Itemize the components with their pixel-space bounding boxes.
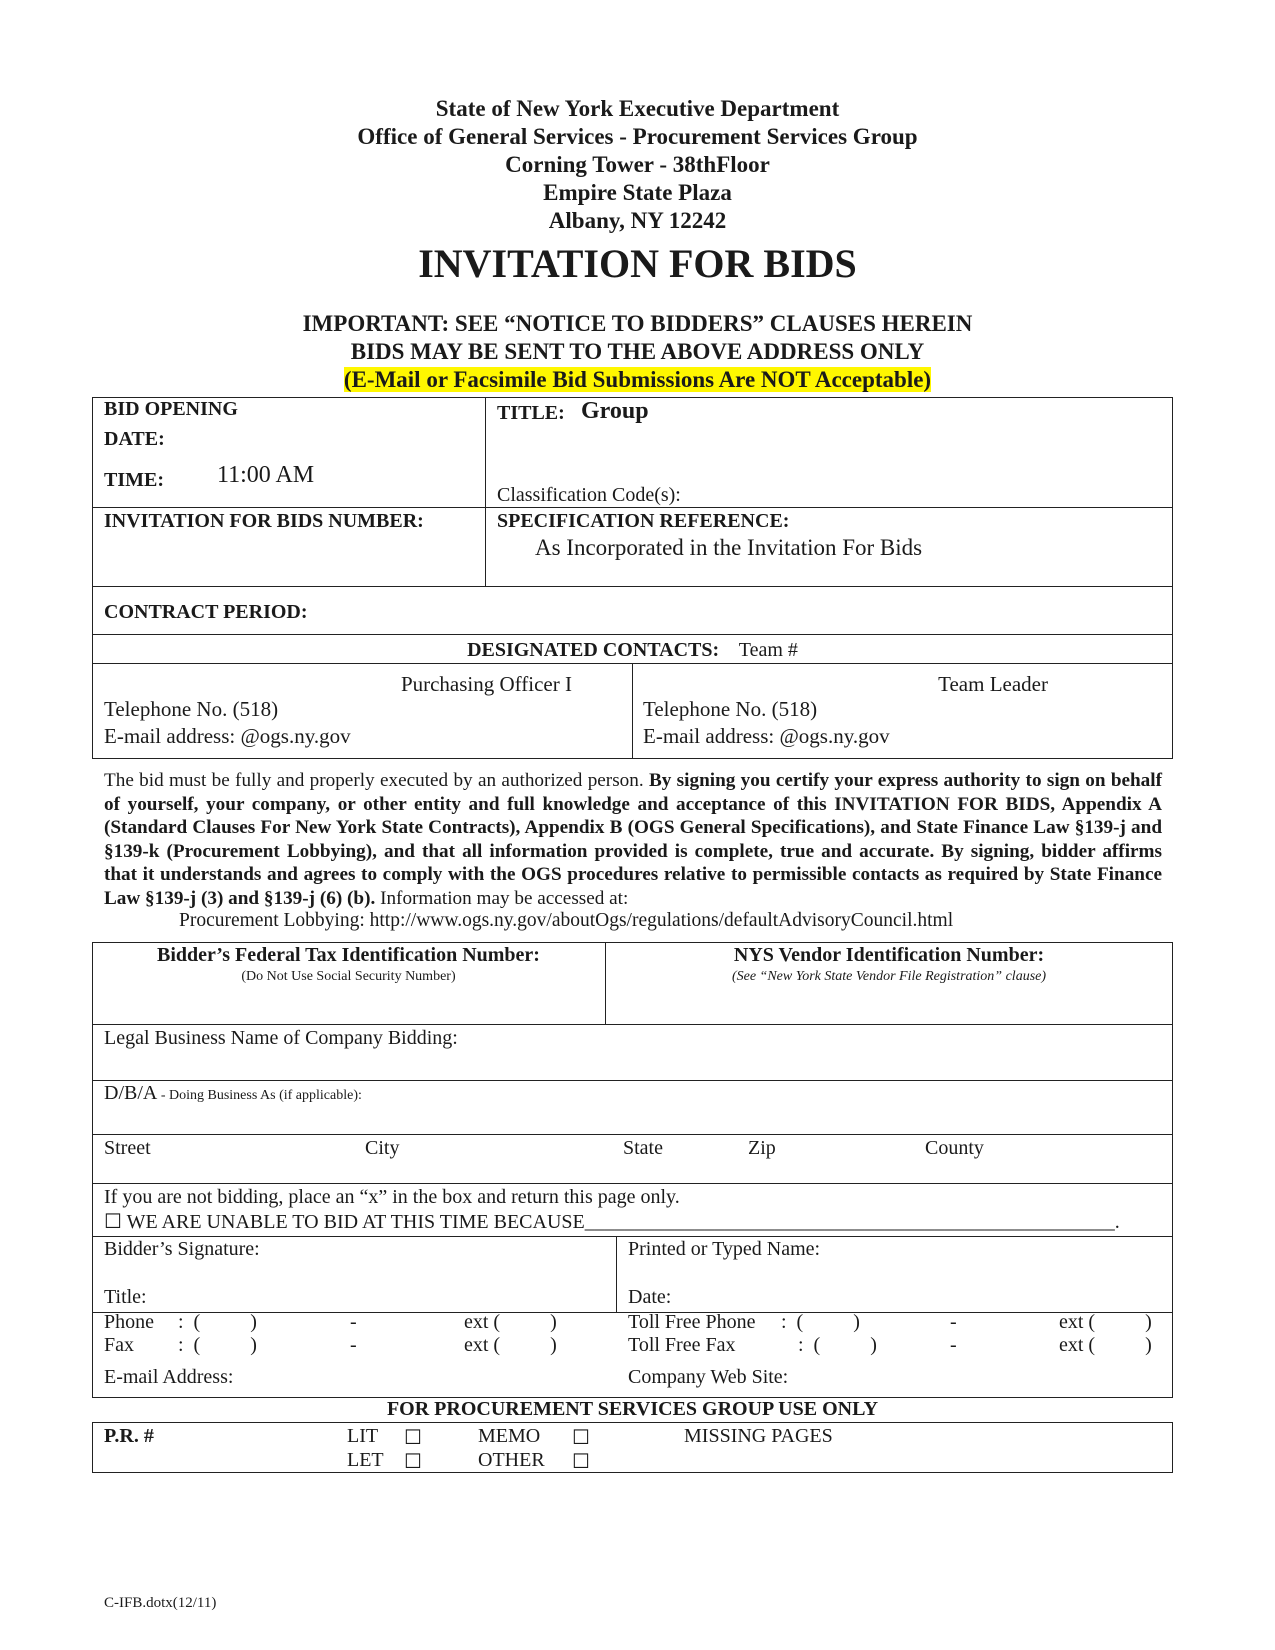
toll-phone-ext: ext ( ) [1059,1311,1152,1333]
ifb-number-label: INVITATION FOR BIDS NUMBER: [104,510,424,532]
memo-label: MEMO [478,1425,541,1447]
no-email-notice-wrap [0,367,1275,393]
printed-name-label: Printed or Typed Name: [628,1238,821,1260]
team-number-label: Team # [738,639,798,661]
agency-line-2: Office of General Services - Procurement Services Group [357,124,918,149]
fax-area: : ( ) [178,1334,257,1356]
left-email: E-mail address: @ogs.ny.gov [104,724,351,748]
designated-contacts-label: DESIGNATED CONTACTS: [467,639,720,661]
spec-ref-label: SPECIFICATION REFERENCE: [497,510,790,532]
phone-label: Phone [104,1311,154,1333]
vendor-id-label: NYS Vendor Identification Number: [733,944,1045,966]
toll-fax-dash: - [950,1334,957,1356]
form-id-footer: C-IFB.dotx(12/11) [104,1595,217,1611]
divider [92,1236,1173,1237]
divider [92,1134,1173,1135]
team-leader-role: Team Leader [938,672,1048,696]
state-label: State [623,1137,663,1159]
divider [485,397,486,587]
email-label: E-mail Address: [104,1366,234,1388]
dba-label: D/B/A [104,1082,158,1104]
toll-phone-dash: - [950,1311,957,1333]
divider [92,1080,1173,1081]
divider [92,507,1173,508]
left-phone: Telephone No. (518) [104,697,279,721]
zip-label: Zip [748,1137,776,1159]
fax-ext: ext ( ) [464,1334,557,1356]
contract-period-label: CONTRACT PERIOD: [104,601,308,623]
toll-fax-ext: ext ( ) [1059,1334,1152,1356]
certification-statement [104,769,1162,910]
agency-line-1: State of New York Executive Department [435,96,840,121]
purchasing-officer-role: Purchasing Officer I [400,672,572,696]
date-field-label: Date: [628,1286,672,1308]
county-label: County [925,1137,984,1159]
statement-access: Information may be accessed at: [375,887,629,909]
no-email-notice: (E-Mail or Facsimile Bid Submissions Are NOT Acceptable) [343,367,932,392]
title-label: TITLE: [497,402,565,424]
dba-row [104,1082,362,1105]
statement-certification: By signing you certify your express authority to sign on behalf of yourself, your company, or other entity and full knowledge and acceptance of this INVITATION FOR BIDS, Appendix A (Standard Clauses For New York State Contracts), Appendix B (OGS General Specifications), and State Finance Law §139-j and §139-k (Procurement Lobbying), and that all information provided is complete, true and accurate. By signing, bidder affirms that it understands and agrees to comply with the OGS procedures relative to permissible contacts as required by State Finance Law §139-j (3) and §139-j (6) (b). [104,770,1162,909]
date-label: DATE: [104,428,165,450]
page-title: INVITATION FOR BIDS [418,241,857,286]
office-use-heading: FOR PROCUREMENT SERVICES GROUP USE ONLY [386,1398,879,1420]
phone-area: : ( ) [178,1311,257,1333]
fax-label: Fax [104,1334,134,1356]
toll-fax-area: : ( ) [798,1334,877,1356]
phone-ext: ext ( ) [464,1311,557,1333]
divider [92,586,1173,587]
fed-tax-label: Bidder’s Federal Tax Identification Number: [157,944,540,966]
fax-dash: - [350,1334,357,1356]
divider [92,634,1173,635]
missing-pages-label: MISSING PAGES [684,1425,833,1447]
spec-ref-value: As Incorporated in the Invitation For Bids [535,535,923,560]
website-label: Company Web Site: [628,1366,789,1388]
lobbying-link[interactable]: Procurement Lobbying: http://www.ogs.ny.gov/aboutOgs/regulations/defaultAdvisoryCouncil.html [179,910,954,931]
designated-contacts-row [92,639,1173,662]
lit-checkbox[interactable]: ☐ [404,1427,422,1449]
no-bid-instruction: If you are not bidding, place an “x” in the box and return this page only. [104,1186,680,1208]
statement-intro: The bid must be fully and properly executed by an authorized person. [104,770,649,791]
time-label: TIME: [104,469,164,491]
let-label: LET [347,1449,384,1471]
agency-line-5: Albany, NY 12242 [548,208,727,233]
agency-line-4: Empire State Plaza [543,180,732,205]
dba-note: - Doing Business As (if applicable): [157,1088,362,1103]
divider [92,1024,1173,1025]
city-label: City [365,1137,400,1159]
time-value: 11:00 AM [217,462,315,488]
street-label: Street [104,1137,151,1159]
pr-number-label: P.R. # [104,1425,154,1447]
classification-label: Classification Code(s): [497,484,681,506]
legal-name-label: Legal Business Name of Company Bidding: [104,1027,458,1049]
vendor-id-note: (See “New York State Vendor File Registration” clause) [731,969,1047,984]
right-phone: Telephone No. (518) [643,697,818,721]
signature-label: Bidder’s Signature: [104,1238,260,1260]
bid-opening-label: BID OPENING [104,398,238,420]
let-checkbox[interactable]: ☐ [404,1451,422,1473]
divider [616,1236,617,1312]
divider [92,1183,1173,1184]
important-notice: IMPORTANT: SEE “NOTICE TO BIDDERS” CLAUSES HEREIN [302,311,973,336]
address-only-notice: BIDS MAY BE SENT TO THE ABOVE ADDRESS ONLY [350,339,925,364]
toll-fax-label: Toll Free Fax [628,1334,736,1356]
toll-phone-label: Toll Free Phone [628,1311,756,1333]
title-field-label: Title: [104,1286,147,1308]
other-label: OTHER [478,1449,545,1471]
toll-phone-area: : ( ) [781,1311,860,1333]
unable-to-bid-checkbox[interactable]: ☐ WE ARE UNABLE TO BID AT THIS TIME BECAUSE_____________________________________________________. [104,1211,1120,1233]
phone-dash: - [350,1311,357,1333]
office-use-box [92,1422,1173,1473]
title-value: Group [581,398,649,424]
fed-tax-note: (Do Not Use Social Security Number) [241,969,456,984]
agency-line-3: Corning Tower - 38thFloor [505,152,770,177]
memo-checkbox[interactable]: ☐ [572,1427,590,1449]
right-email: E-mail address: @ogs.ny.gov [643,724,890,748]
lit-label: LIT [347,1425,379,1447]
other-checkbox[interactable]: ☐ [572,1451,590,1473]
